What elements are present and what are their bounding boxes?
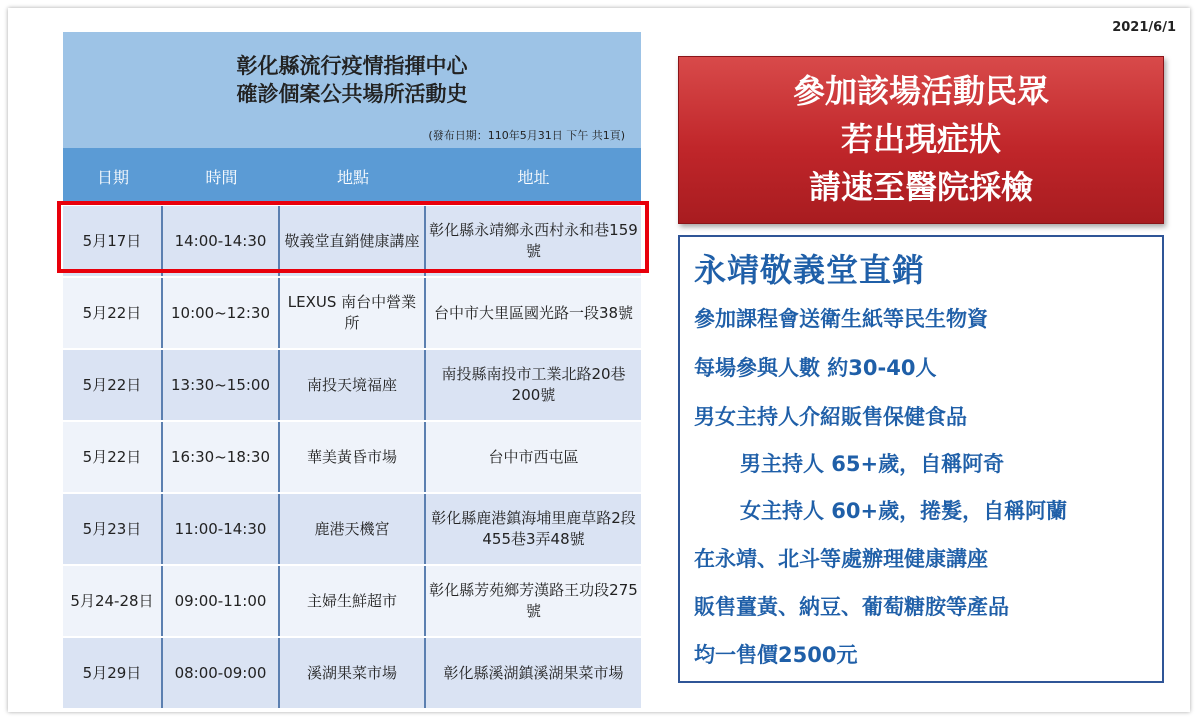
table-header-block bbox=[63, 32, 641, 148]
cell-address: 台中市大里區國光路一段38號 bbox=[433, 303, 634, 322]
banner-line2: 若出現症狀 bbox=[840, 120, 1001, 158]
info-line: 女主持人 60+歲，捲髮，自稱阿蘭 bbox=[740, 499, 1068, 523]
cell-place: 鹿港天機宮 bbox=[280, 494, 426, 564]
cell-time: 08:00-09:00 bbox=[163, 638, 280, 708]
cell-time: 10:00~12:30 bbox=[163, 278, 280, 348]
cell-time: 14:00-14:30 bbox=[163, 206, 280, 276]
info-line: 參加課程會送衛生紙等民生物資 bbox=[694, 307, 988, 331]
cell-address: 彰化縣永靖鄉永西村永和巷159號 bbox=[429, 221, 638, 260]
cell-date: 5月29日 bbox=[63, 638, 163, 708]
cell-place: 主婦生鮮超市 bbox=[280, 566, 426, 636]
cell-date: 5月22日 bbox=[63, 422, 163, 492]
cell-address: 彰化縣鹿港鎮海埔里鹿草路2段455巷3弄48號 bbox=[431, 509, 636, 548]
info-line: 每場參與人數 約30-40人 bbox=[694, 356, 937, 380]
info-line: 男女主持人介紹販售保健食品 bbox=[694, 405, 967, 429]
table-row bbox=[63, 492, 641, 564]
table-row bbox=[63, 348, 641, 420]
info-line: 男主持人 65+歲，自稱阿奇 bbox=[740, 452, 1005, 476]
column-header-address: 地址 bbox=[517, 167, 550, 187]
cell-address: 南投縣南投市工業北路20巷200號 bbox=[441, 365, 626, 404]
table-row bbox=[63, 564, 641, 636]
cell-place: LEXUS 南台中營業所 bbox=[280, 278, 426, 348]
cell-place: 華美黃昏市場 bbox=[280, 422, 426, 492]
info-line: 販售薑黃、納豆、葡萄糖胺等產品 bbox=[694, 595, 1009, 619]
cell-date: 5月17日 bbox=[63, 206, 163, 276]
slide-date: 2021/6/1 bbox=[1112, 20, 1176, 35]
cell-date: 5月24-28日 bbox=[63, 566, 163, 636]
banner-line1: 參加該場活動民眾 bbox=[792, 72, 1049, 110]
cell-place: 南投天境福座 bbox=[280, 350, 426, 420]
cell-address: 彰化縣芳苑鄉芳漢路王功段275號 bbox=[429, 581, 638, 620]
table-row bbox=[63, 420, 641, 492]
info-line: 均一售價2500元 bbox=[694, 643, 858, 667]
cell-time: 16:30~18:30 bbox=[163, 422, 280, 492]
cell-address: 彰化縣溪湖鎮溪湖果菜市場 bbox=[443, 663, 624, 682]
column-header-time: 時間 bbox=[205, 167, 238, 187]
cell-date: 5月22日 bbox=[63, 350, 163, 420]
banner-line3: 請速至醫院採檢 bbox=[808, 168, 1033, 206]
activity-table bbox=[63, 32, 641, 708]
table-title-line2: 確診個案公共場所活動史 bbox=[236, 82, 468, 106]
column-header-date: 日期 bbox=[96, 167, 129, 187]
table-row bbox=[63, 276, 641, 348]
cell-time: 09:00-11:00 bbox=[163, 566, 280, 636]
cell-date: 5月22日 bbox=[63, 278, 163, 348]
info-line: 在永靖、北斗等處辦理健康講座 bbox=[694, 547, 988, 571]
table-release-note: (發布日期：110年5月31日 下午 共1頁) bbox=[428, 129, 625, 142]
slide bbox=[8, 8, 1190, 712]
cell-date: 5月23日 bbox=[63, 494, 163, 564]
table-title bbox=[63, 52, 641, 108]
cell-time: 13:30~15:00 bbox=[163, 350, 280, 420]
highlight-box bbox=[57, 201, 649, 273]
cell-place: 溪湖果菜市場 bbox=[280, 638, 426, 708]
cell-address: 台中市西屯區 bbox=[488, 447, 579, 466]
warning-banner bbox=[678, 56, 1164, 224]
cell-place: 敬義堂直銷健康講座 bbox=[280, 206, 426, 276]
table-row bbox=[63, 636, 641, 708]
info-title: 永靖敬義堂直銷 bbox=[694, 251, 926, 289]
info-box bbox=[678, 235, 1164, 683]
table-title-line1: 彰化縣流行疫情指揮中心 bbox=[236, 54, 468, 78]
column-header-place: 地點 bbox=[336, 167, 369, 187]
table-column-headers bbox=[63, 148, 641, 204]
cell-time: 11:00-14:30 bbox=[163, 494, 280, 564]
